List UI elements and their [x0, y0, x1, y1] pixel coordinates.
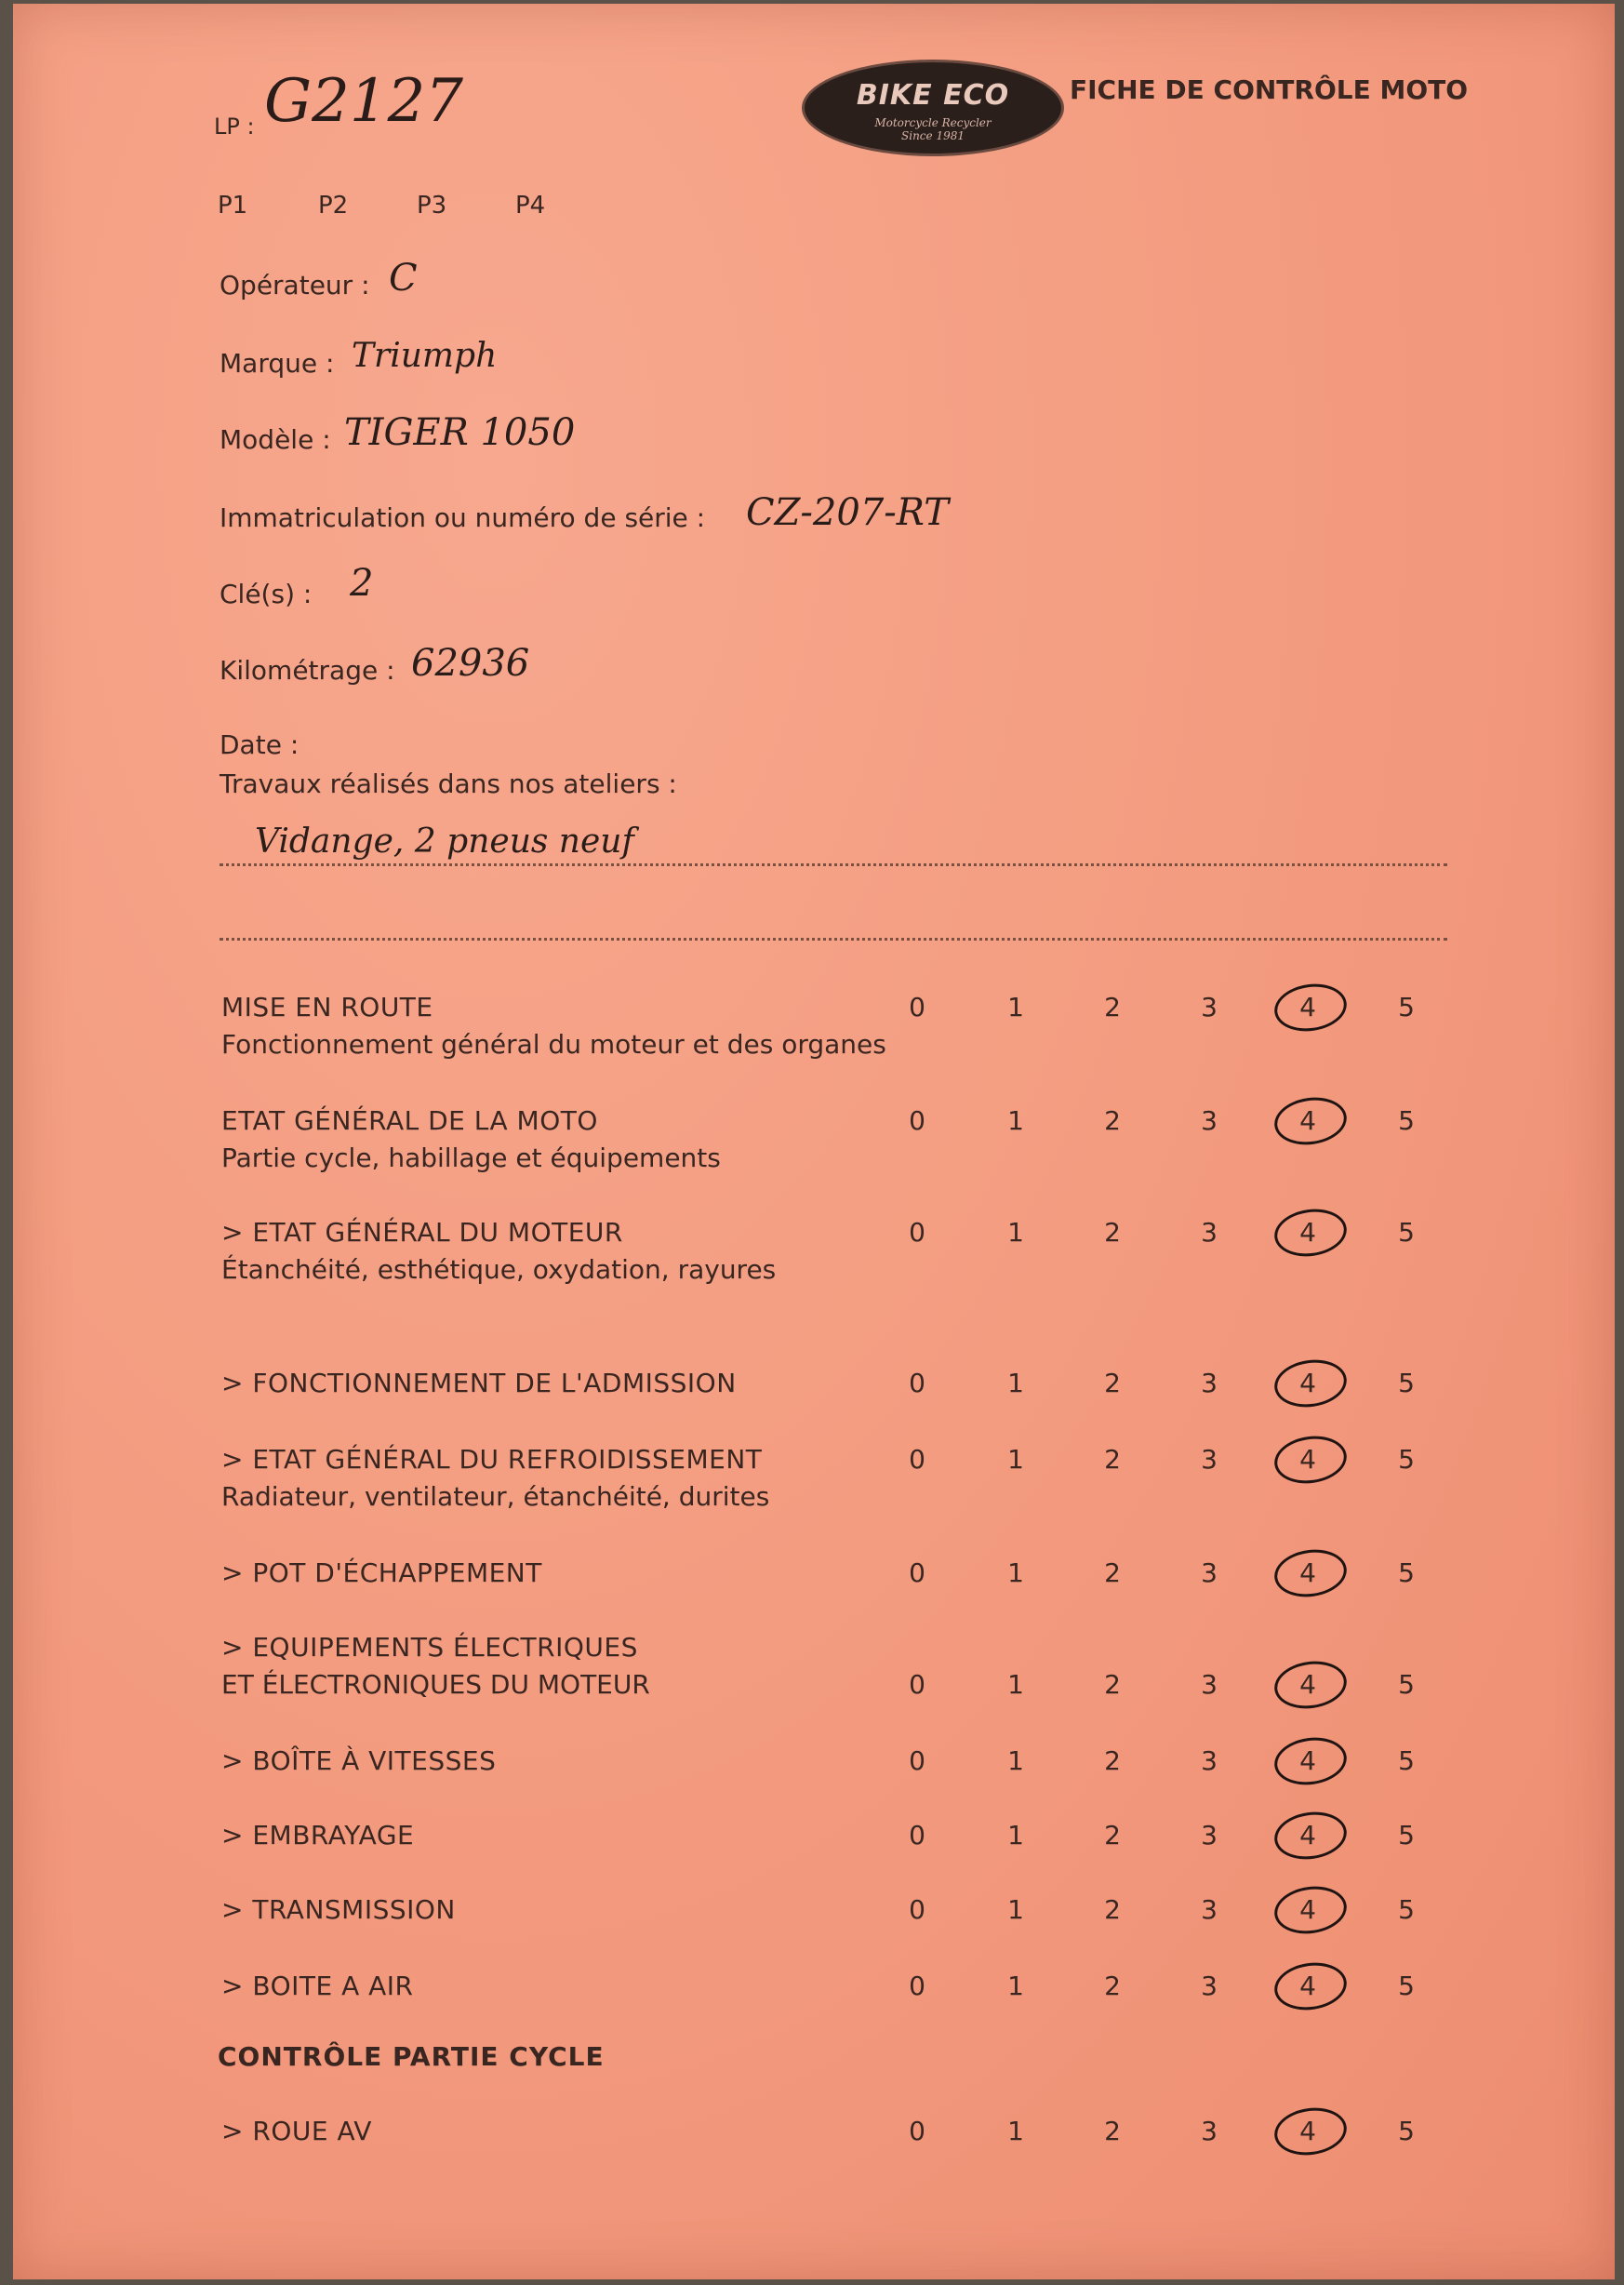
- score-0[interactable]: 0: [909, 1217, 925, 1248]
- score-4[interactable]: 4: [1299, 1669, 1316, 1700]
- score-4[interactable]: 4: [1299, 992, 1316, 1022]
- row-title: > EMBRAYAGE: [221, 1820, 415, 1851]
- score-1[interactable]: 1: [1007, 1368, 1024, 1398]
- score-3[interactable]: 3: [1201, 2116, 1218, 2146]
- score-5[interactable]: 5: [1398, 1971, 1415, 2001]
- selected-score-circle: [1271, 2104, 1350, 2159]
- travaux-value: Vidange, 2 pneus neuf: [255, 822, 634, 861]
- score-2[interactable]: 2: [1104, 1894, 1121, 1925]
- score-1[interactable]: 1: [1007, 1105, 1024, 1136]
- score-5[interactable]: 5: [1398, 1105, 1415, 1136]
- logo-since: Since 1981: [901, 129, 965, 142]
- marque-value: Triumph: [352, 337, 498, 375]
- score-2[interactable]: 2: [1104, 1217, 1121, 1248]
- position-p4: P4: [515, 192, 546, 220]
- score-4[interactable]: 4: [1299, 1971, 1316, 2001]
- control-sheet: [13, 4, 1615, 2279]
- score-5[interactable]: 5: [1398, 1217, 1415, 1248]
- score-4[interactable]: 4: [1299, 1444, 1316, 1475]
- score-5[interactable]: 5: [1398, 1368, 1415, 1398]
- selected-score-circle: [1271, 980, 1350, 1036]
- document-title: FICHE DE CONTRÔLE MOTO: [1070, 74, 1469, 105]
- travaux-label: Travaux réalisés dans nos ateliers :: [220, 768, 677, 799]
- row-title: > ETAT GÉNÉRAL DU MOTEUR: [221, 1217, 623, 1248]
- kilometrage-label: Kilométrage :: [220, 655, 395, 686]
- row-subtitle: Partie cycle, habillage et équipements: [221, 1142, 721, 1173]
- cles-label: Clé(s) :: [220, 579, 313, 609]
- score-5[interactable]: 5: [1398, 1669, 1415, 1700]
- score-1[interactable]: 1: [1007, 1894, 1024, 1925]
- score-2[interactable]: 2: [1104, 992, 1121, 1022]
- lp-label: LP :: [214, 114, 255, 140]
- score-2[interactable]: 2: [1104, 1368, 1121, 1398]
- score-3[interactable]: 3: [1201, 1105, 1218, 1136]
- score-0[interactable]: 0: [909, 992, 925, 1022]
- operateur-label: Opérateur :: [220, 270, 370, 301]
- row-title: > EQUIPEMENTS ÉLECTRIQUES: [221, 1632, 638, 1663]
- position-p2: P2: [318, 192, 349, 220]
- score-5[interactable]: 5: [1398, 1820, 1415, 1851]
- cles-value: 2: [350, 562, 374, 605]
- immatriculation-value: CZ-207-RT: [746, 491, 949, 534]
- row-title: ETAT GÉNÉRAL DE LA MOTO: [221, 1105, 598, 1136]
- modele-value: TIGER 1050: [344, 411, 576, 454]
- bike-eco-logo: [802, 60, 1064, 156]
- score-0[interactable]: 0: [909, 1368, 925, 1398]
- date-label: Date :: [220, 729, 300, 760]
- score-0[interactable]: 0: [909, 1971, 925, 2001]
- row-title: > BOITE A AIR: [221, 1971, 414, 2001]
- selected-score-circle: [1271, 1733, 1350, 1789]
- score-1[interactable]: 1: [1007, 1820, 1024, 1851]
- score-0[interactable]: 0: [909, 1669, 925, 1700]
- selected-score-circle: [1271, 1882, 1350, 1938]
- score-1[interactable]: 1: [1007, 1444, 1024, 1475]
- score-2[interactable]: 2: [1104, 1971, 1121, 2001]
- score-2[interactable]: 2: [1104, 1444, 1121, 1475]
- selected-score-circle: [1271, 1657, 1350, 1713]
- score-5[interactable]: 5: [1398, 2116, 1415, 2146]
- score-3[interactable]: 3: [1201, 1820, 1218, 1851]
- score-1[interactable]: 1: [1007, 2116, 1024, 2146]
- score-0[interactable]: 0: [909, 1444, 925, 1475]
- selected-score-circle: [1271, 1958, 1350, 2014]
- score-0[interactable]: 0: [909, 2116, 925, 2146]
- row-title: > POT D'ÉCHAPPEMENT: [221, 1557, 542, 1588]
- position-p3: P3: [417, 192, 447, 220]
- score-5[interactable]: 5: [1398, 1894, 1415, 1925]
- score-4[interactable]: 4: [1299, 2116, 1316, 2146]
- section-partie-cycle: CONTRÔLE PARTIE CYCLE: [218, 2041, 605, 2072]
- score-4[interactable]: 4: [1299, 1217, 1316, 1248]
- selected-score-circle: [1271, 1093, 1350, 1149]
- score-1[interactable]: 1: [1007, 1971, 1024, 2001]
- score-0[interactable]: 0: [909, 1105, 925, 1136]
- lp-value: G2127: [264, 67, 463, 136]
- score-2[interactable]: 2: [1104, 1557, 1121, 1588]
- marque-label: Marque :: [220, 348, 335, 379]
- score-4[interactable]: 4: [1299, 1894, 1316, 1925]
- score-1[interactable]: 1: [1007, 1669, 1024, 1700]
- score-3[interactable]: 3: [1201, 1669, 1218, 1700]
- score-0[interactable]: 0: [909, 1557, 925, 1588]
- position-p1: P1: [218, 192, 248, 220]
- selected-score-circle: [1271, 1432, 1350, 1488]
- score-5[interactable]: 5: [1398, 1444, 1415, 1475]
- score-3[interactable]: 3: [1201, 1894, 1218, 1925]
- score-5[interactable]: 5: [1398, 992, 1415, 1022]
- selected-score-circle: [1271, 1356, 1350, 1411]
- score-0[interactable]: 0: [909, 1745, 925, 1776]
- selected-score-circle: [1271, 1205, 1350, 1261]
- logo-text: BIKE ECO: [856, 79, 1010, 112]
- score-4[interactable]: 4: [1299, 1368, 1316, 1398]
- score-2[interactable]: 2: [1104, 1105, 1121, 1136]
- score-1[interactable]: 1: [1007, 1217, 1024, 1248]
- score-4[interactable]: 4: [1299, 1105, 1316, 1136]
- row-title: > ROUE AV: [221, 2116, 372, 2146]
- row-title: > BOÎTE À VITESSES: [221, 1745, 497, 1776]
- row-subtitle: Fonctionnement général du moteur et des organes: [221, 1029, 886, 1060]
- immatriculation-label: Immatriculation ou numéro de série :: [220, 502, 706, 533]
- score-4[interactable]: 4: [1299, 1557, 1316, 1588]
- selected-score-circle: [1271, 1808, 1350, 1864]
- score-3[interactable]: 3: [1201, 1745, 1218, 1776]
- score-2[interactable]: 2: [1104, 1820, 1121, 1851]
- score-4[interactable]: 4: [1299, 1745, 1316, 1776]
- operateur-value: C: [389, 257, 418, 300]
- score-5[interactable]: 5: [1398, 1557, 1415, 1588]
- score-3[interactable]: 3: [1201, 1444, 1218, 1475]
- score-5[interactable]: 5: [1398, 1745, 1415, 1776]
- travaux-line-2: [220, 938, 1447, 941]
- travaux-line-1: [220, 863, 1447, 866]
- score-3[interactable]: 3: [1201, 1971, 1218, 2001]
- score-3[interactable]: 3: [1201, 1557, 1218, 1588]
- score-1[interactable]: 1: [1007, 1557, 1024, 1588]
- score-0[interactable]: 0: [909, 1894, 925, 1925]
- score-4[interactable]: 4: [1299, 1820, 1316, 1851]
- kilometrage-value: 62936: [411, 642, 530, 685]
- row-title: > TRANSMISSION: [221, 1894, 456, 1925]
- score-3[interactable]: 3: [1201, 1217, 1218, 1248]
- row-title: > ETAT GÉNÉRAL DU REFROIDISSEMENT: [221, 1444, 763, 1475]
- score-1[interactable]: 1: [1007, 1745, 1024, 1776]
- score-2[interactable]: 2: [1104, 1669, 1121, 1700]
- logo-subtitle: Motorcycle Recycler: [874, 116, 992, 129]
- row-subtitle: Étanchéité, esthétique, oxydation, rayures: [221, 1254, 777, 1285]
- row-subtitle: ET ÉLECTRONIQUES DU MOTEUR: [221, 1669, 650, 1700]
- score-3[interactable]: 3: [1201, 992, 1218, 1022]
- score-2[interactable]: 2: [1104, 1745, 1121, 1776]
- score-0[interactable]: 0: [909, 1820, 925, 1851]
- modele-label: Modèle :: [220, 424, 331, 455]
- row-subtitle: Radiateur, ventilateur, étanchéité, durites: [221, 1481, 770, 1512]
- selected-score-circle: [1271, 1545, 1350, 1601]
- row-title: > FONCTIONNEMENT DE L'ADMISSION: [221, 1368, 737, 1398]
- score-1[interactable]: 1: [1007, 992, 1024, 1022]
- score-2[interactable]: 2: [1104, 2116, 1121, 2146]
- row-title: MISE EN ROUTE: [221, 992, 433, 1022]
- score-3[interactable]: 3: [1201, 1368, 1218, 1398]
